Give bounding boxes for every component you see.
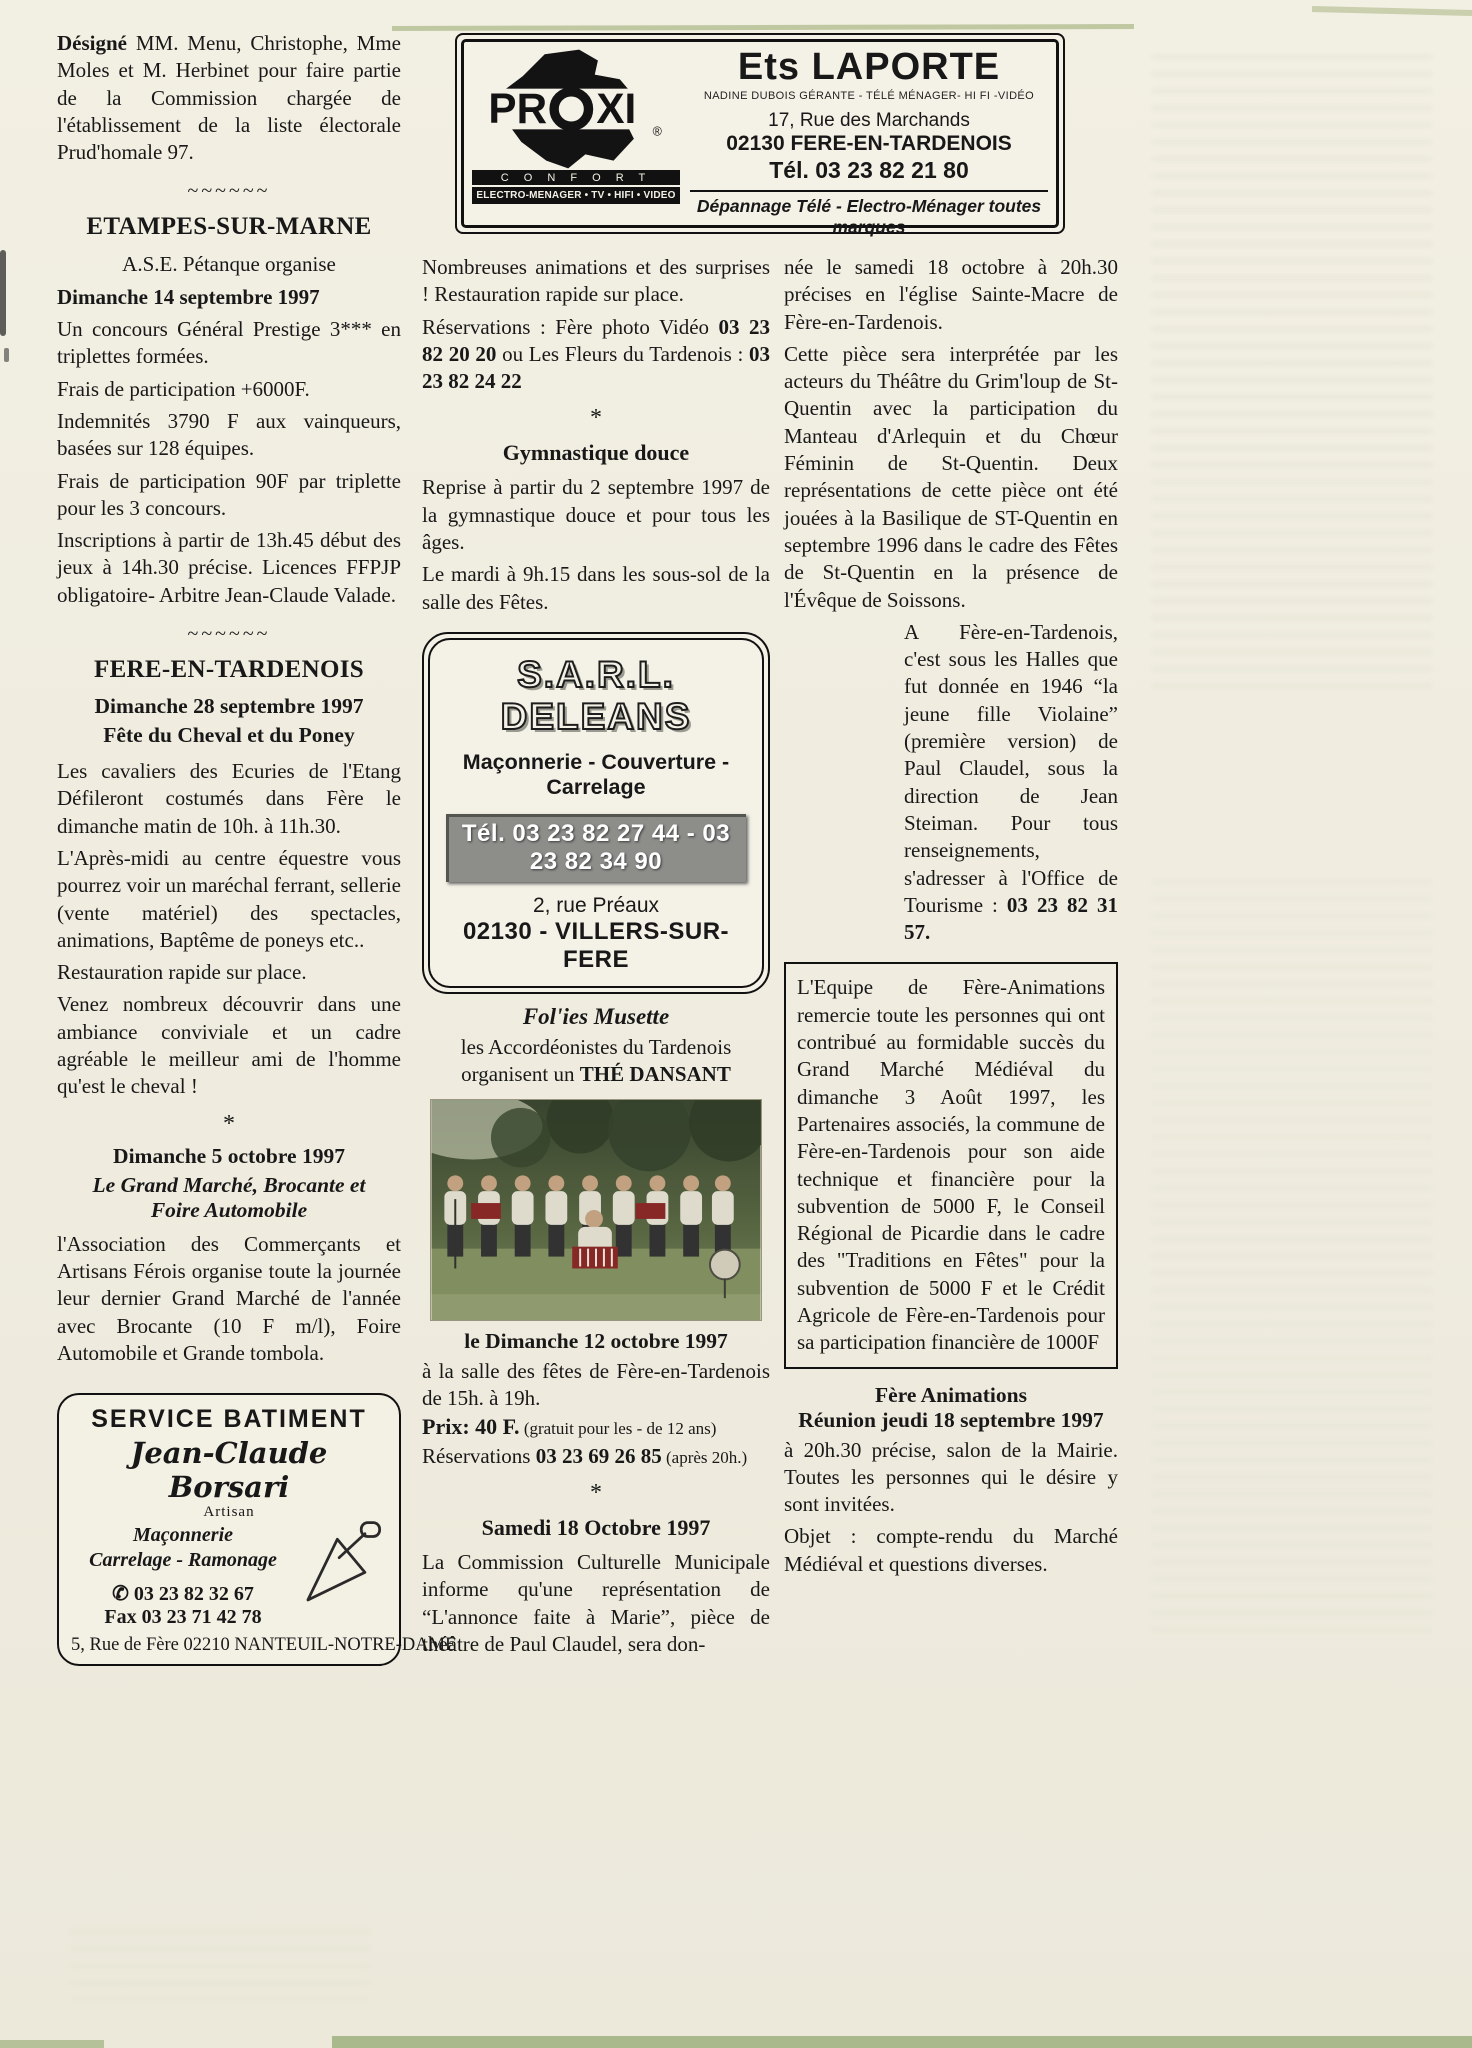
paragraph-lead: Désigné: [57, 31, 127, 55]
artisan-name: Jean-Claude Borsari: [130, 1436, 328, 1505]
event-date-etampes: Dimanche 14 septembre 1997: [57, 284, 320, 309]
deleans-ad: [422, 632, 770, 994]
reservation-line: [422, 1443, 770, 1470]
scan-artifact-bleedthrough: [1152, 55, 1432, 695]
commission-paragraph: [57, 30, 401, 166]
phone-number: 03 23 82 32 67: [133, 1583, 254, 1606]
paragraph: Un concours Général Prestige 3*** en triplettes formées.: [57, 317, 401, 369]
section-title-etampes: ETAMPES-SUR-MARNE: [86, 213, 372, 241]
scan-artifact-green-bottom-left: [0, 2040, 104, 2048]
reservations-paragraph: [422, 314, 770, 396]
trade-line: Carrelage - Ramonage: [89, 1549, 277, 1572]
paragraph: Cette pièce sera interprétée par les acteurs du Théâtre du Grim'loup de St-Quentin avec la participation du Manteau d'Arlequin et du Chœur Féminin de St-Quentin. Deux représentations de cette pièce ont été jouées à la Basilique de ST-Quentin en septembre 1996 dans le cadre des Fêtes de St-Quentin en la présence de l'Évêque de Soissons.: [784, 341, 1118, 612]
star-separator: *: [590, 1480, 602, 1507]
deleans-address-2: 02130 - VILLERS-SUR-FERE: [462, 917, 730, 973]
paragraph: née le samedi 18 octobre à 20h.30 précises en l'église Sainte-Macre de Fère-en-Tardenois.: [784, 255, 1118, 334]
musette-date: le Dimanche 12 octobre 1997: [464, 1328, 728, 1353]
middle-column: [422, 254, 770, 1663]
organizer-line: A.S.E. Pétanque organise: [122, 252, 336, 277]
scan-artifact-green-top-right: [1312, 6, 1472, 16]
laporte-ad: [455, 33, 1065, 237]
paragraph: Inscriptions à partir de 13h.45 début des jeux à 14h.30 précise. Licences FFPJP obligatoire- Arbitre Jean-Claude Valade.: [57, 528, 401, 607]
deleans-name: S.A.R.L. DELEANS: [500, 653, 692, 737]
animations-meeting-date: Réunion jeudi 18 septembre 1997: [798, 1407, 1104, 1432]
deleans-services: Maçonnerie - Couverture - Carrelage: [462, 749, 730, 799]
scan-artifact-green-strip-bottom: [332, 2036, 1472, 2048]
laporte-footer: Dépannage Télé - Electro-Ménager toutes marques: [696, 195, 1042, 237]
laporte-address-2: 02130 FERE-EN-TARDENOIS: [726, 131, 1012, 155]
event-title-marche-2: Foire Automobile: [150, 1197, 308, 1222]
paragraph: Frais de participation +6000F.: [57, 376, 310, 401]
laporte-ad-inner: [461, 39, 1059, 237]
artisan-role: Artisan: [203, 1504, 255, 1521]
paragraph: L'Equipe de Fère-Animations remercie toute les personnes qui ont contribué au formidable succès du Grand Marché Médiéval du dimanche 3 Août 1997, les Partenaires associés, la commune de Fère-en-Tardenois pour son aide technique et financière pour la subvention de 5000 F, le Conseil Régional de Picardie dans le cadre des "Traditions en Fêtes" pour la subvention de 5000 F et le Crédit Agricole de Fère-en-Tardenois pour sa participation financière de 1000F: [797, 975, 1105, 1355]
text-run: (après 20h.): [661, 1447, 748, 1467]
paragraph: Indemnités 3790 F aux vainqueurs, basées sur 128 équipes.: [57, 408, 401, 461]
event-date-marche: Dimanche 5 octobre 1997: [113, 1143, 345, 1168]
tourisme-paragraph: [904, 619, 1118, 947]
scan-artifact-green-line-top: [392, 24, 1134, 31]
trade-line: Maçonnerie: [133, 1524, 233, 1547]
scan-artifact-edge-smudge: [0, 250, 6, 336]
paragraph: Les cavaliers des Ecuries de l'Etang Défileront costumés dans Fère le dimanche matin de 10h. à 11h.30.: [57, 759, 401, 838]
phone-number: 03 23 82 20 20: [422, 314, 771, 366]
paragraph: Le mardi à 9h.15 dans les sous-sol de la salle des Fêtes.: [422, 562, 770, 614]
deleans-ad-inner: [428, 638, 764, 988]
ad-address: 5, Rue de Fère 02210 NANTEUIL-NOTRE-DAME: [71, 1635, 457, 1656]
svg-text:XI: XI: [596, 85, 637, 133]
section-title-gym: Gymnastique douce: [502, 440, 690, 466]
svg-text:PR: PR: [488, 85, 548, 133]
ad-trades: [71, 1523, 295, 1629]
scan-artifact-edge-dot: [4, 348, 9, 362]
event-subtitle-fere: Fête du Cheval et du Poney: [103, 723, 355, 748]
animations-title: Fère Animations: [875, 1382, 1027, 1407]
service-batiment-ad: [57, 1393, 457, 1666]
price-note: (gratuit pour les - de 12 ans): [519, 1419, 717, 1439]
paragraph: La Commission Culturelle Municipale informe qu'une représentation de “L'annonce faite à Marie”, pièce de théâtre de Paul Claudel, sera don-: [422, 1550, 770, 1656]
paragraph: l'Association des Commerçants et Artisans Férois organise toute la journée leur dernier Grand Marché de l'année avec Brocante (10 F m/l), Foire Automobile et Grande tombola.: [57, 1231, 401, 1365]
proxi-france-map-icon: [478, 48, 674, 170]
text-run: organisent un: [461, 1062, 580, 1087]
paragraph: Reprise à partir du 2 septembre 1997 de la gymnastique douce et pour tous les âges.: [422, 475, 770, 555]
right-column: [784, 254, 1118, 1583]
fax-line: Fax 03 23 71 42 78: [104, 1606, 262, 1629]
text-run: Réservations: [422, 1443, 536, 1468]
svg-text:®: ®: [652, 124, 662, 139]
paragraph: Venez nombreux découvrir dans une ambiance conviviale et un cadre agréable le meilleur ami de l'homme qu'est le cheval !: [57, 992, 401, 1099]
phone-number: 03 23 69 26 85: [535, 1443, 662, 1468]
laporte-phone: Tél. 03 23 82 21 80: [769, 156, 969, 183]
scan-artifact-bleedthrough: [1152, 880, 1432, 1640]
star-separator: *: [590, 405, 602, 432]
laporte-details: [690, 46, 1048, 237]
trowel-icon: [295, 1517, 387, 1613]
proxi-tagline-bar: ELECTRO-MENAGER • TV • HIFI • VIDEO: [472, 187, 680, 204]
event-date-fere: Dimanche 28 septembre 1997: [94, 694, 364, 719]
left-column: [57, 30, 457, 1666]
event-title-marche-1: Le Grand Marché, Brocante et: [92, 1172, 366, 1197]
phone-icon: ✆: [112, 1583, 129, 1606]
tilde-separator: ~~~~~~: [187, 180, 271, 203]
phone-line: [71, 1581, 295, 1606]
deleans-phone-banner: Tél. 03 23 82 27 44 - 03 23 82 34 90: [446, 814, 746, 882]
accordion-band-photo: [430, 1099, 762, 1321]
paragraph-body: MM. Menu, Christophe, Mme Moles et M. Herbinet pour faire partie de la Commission chargée de l'établissement de la liste électorale Prud'homale 97.: [57, 31, 401, 165]
paragraph: Frais de participation 90F par triplette pour les 3 concours.: [57, 468, 401, 520]
star-separator: *: [223, 1110, 235, 1137]
laporte-title: Ets LAPORTE: [737, 46, 1001, 88]
musette-line-2: [422, 1061, 770, 1088]
paragraph: à 20h.30 précise, salon de la Mairie. Toutes les personnes qui le désire y sont invitées.: [784, 1437, 1118, 1517]
paragraph: Objet : compte-rendu du Marché Médiéval et questions diverses.: [784, 1524, 1118, 1576]
proxi-logo: [472, 48, 680, 219]
deleans-address-1: 2, rue Préaux: [532, 893, 660, 917]
proxi-confort-bar: C O N F O R T: [472, 170, 680, 185]
tilde-separator: ~~~~~~: [187, 623, 271, 646]
section-title-fere: FERE-EN-TARDENOIS: [94, 656, 364, 684]
paragraph: Restauration rapide sur place.: [57, 960, 307, 985]
laporte-address-1: 17, Rue des Marchands: [768, 109, 970, 131]
text-run: ou Les Fleurs du Tardenois :: [496, 341, 750, 366]
laporte-divider: [690, 190, 1048, 192]
price-value: Prix: 40 F.: [422, 1414, 520, 1440]
paragraph: L'Après-midi au centre équestre vous pourrez voir un maréchal ferrant, sellerie (vente matériel) des spectacles, animations, Baptême de poneys etc..: [57, 845, 401, 952]
musette-title: Fol'ies Musette: [522, 1003, 670, 1029]
the-dansant-label: THÉ DANSANT: [579, 1062, 731, 1087]
ad-body: [71, 1523, 387, 1629]
section-title-theatre: Samedi 18 Octobre 1997: [481, 1515, 711, 1541]
phone-number: 03 23 82 24 22: [422, 341, 771, 394]
price-line: [422, 1413, 770, 1442]
fere-animations-thanks-box: [784, 962, 1118, 1368]
text-run: A Fère-en-Tardenois, c'est sous les Halles que fut donnée en 1946 “la jeune fille Violaine” (première version) de Paul Claudel, sous la direction de Jean Steiman. Pour tous renseignements, s'adresser à l'Office de Tourisme :: [904, 619, 1118, 917]
phone-number: 03 23 82 31 57.: [904, 892, 1119, 945]
musette-line-1: les Accordéonistes du Tardenois: [460, 1034, 732, 1059]
text-run: Réservations : Fère photo Vidéo: [422, 314, 719, 339]
paragraph: à la salle des fêtes de Fère-en-Tardenois de 15h. à 19h.: [422, 1358, 770, 1410]
ad-title: SERVICE BATIMENT: [91, 1405, 367, 1434]
laporte-subtitle: NADINE DUBOIS GÉRANTE - TÉLÉ MÉNAGER- HI FI -VIDÉO: [703, 89, 1035, 102]
paragraph: Nombreuses animations et des surprises ! Restauration rapide sur place.: [422, 255, 770, 307]
scan-artifact-bleedthrough: [70, 1930, 370, 2000]
